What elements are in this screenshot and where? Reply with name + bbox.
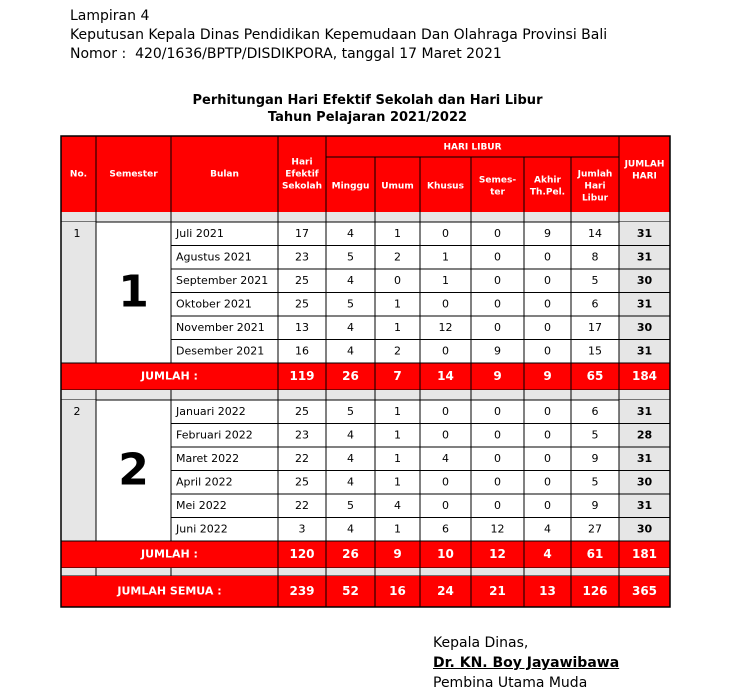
header-jumlah-libur: Jumlah [577,169,613,180]
day-count-value: 9 [591,498,599,512]
month-label: April 2022 [176,475,233,489]
day-count-value: 14 [588,226,602,240]
semester-total-value: 184 [631,369,658,383]
month-label: Oktober 2021 [176,297,252,311]
day-count-value: 1 [394,451,401,465]
semester-number: 1 [73,227,81,240]
day-count-value: 0 [494,428,501,442]
day-count-value: 1 [394,297,401,311]
header-jumlah-libur: Libur [581,193,609,204]
day-count-value: 8 [591,250,599,264]
day-count-value: 0 [544,320,551,334]
day-count-value: 1 [442,250,449,264]
month-label: Mei 2022 [176,498,227,512]
day-count-value: 9 [544,226,551,240]
header-jumlah-hari: HARI [632,171,657,182]
day-count-value: 22 [295,498,309,512]
header-jumlah-libur: Hari [584,181,606,192]
day-count-value: 0 [544,297,551,311]
day-count-value: 15 [588,344,602,358]
semester-total-value: 9 [493,369,502,383]
semester-digit: 2 [118,444,149,496]
day-count-value: 5 [591,475,599,489]
day-count-value: 25 [295,475,309,489]
month-label: Februari 2022 [176,428,253,442]
day-count-value: 22 [295,451,309,465]
semester-total-value: 65 [586,369,604,383]
day-count-value: 5 [591,428,599,442]
signatory-position: Kepala Dinas, [433,635,529,651]
month-label: September 2021 [176,273,269,287]
day-count-value: 5 [347,404,354,418]
days-total-value: 30 [636,522,653,536]
day-count-value: 0 [494,451,501,465]
header-akhir-tahun: Th.Pel. [529,187,566,198]
month-label: Juni 2022 [176,522,228,536]
signatory-rank: Pembina Utama Muda [433,675,588,691]
days-total-value: 31 [636,404,653,418]
days-total-value: 31 [636,451,653,465]
days-total-value: 28 [636,428,653,442]
day-count-value: 4 [347,451,354,465]
header-bulan: Bulan [210,169,239,180]
day-count-value: 1 [394,404,401,418]
header-umum: Umum [381,181,414,192]
day-count-value: 4 [394,498,401,512]
day-count-value: 1 [394,475,401,489]
semester-total-value: 10 [437,547,454,561]
grand-total-value: 16 [389,584,406,598]
day-count-value: 2 [394,344,401,358]
days-total-value: 31 [636,297,653,311]
day-count-value: 5 [347,297,354,311]
grand-total-value: 365 [631,584,658,598]
semester-total-value: 7 [393,369,402,383]
day-count-value: 4 [347,226,354,240]
day-count-value: 1 [394,226,401,240]
semester-number: 2 [73,405,81,418]
day-count-value: 25 [295,297,309,311]
day-count-value: 4 [347,344,354,358]
day-count-value: 0 [494,475,501,489]
month-label: Agustus 2021 [176,250,252,264]
semester-total-value: 119 [289,369,315,383]
separator-strip [61,390,670,400]
header-semester: Semester [109,169,158,180]
day-count-value: 25 [295,273,309,287]
day-count-value: 23 [295,428,309,442]
decree-number: Nomor : 420/1636/BPTP/DISDIKPORA, tanggal 17 Maret 2021 [70,46,502,62]
day-count-value: 0 [494,498,501,512]
document-subtitle: Tahun Pelajaran 2021/2022 [267,110,468,125]
header-no: No. [69,169,88,180]
semester-digit: 1 [118,266,149,318]
separator-strip [61,212,670,222]
semester-total-value: 26 [342,547,359,561]
day-count-value: 0 [494,320,501,334]
day-count-value: 0 [442,498,449,512]
day-count-value: 0 [442,297,449,311]
day-count-value: 4 [347,320,354,334]
day-count-value: 4 [347,428,354,442]
day-count-value: 1 [394,522,401,536]
day-count-value: 12 [490,522,505,536]
days-total-value: 30 [636,273,653,287]
grand-total-label: JUMLAH SEMUA : [117,584,222,598]
days-total-value: 31 [636,226,653,240]
semester-total-value: 4 [543,547,552,561]
day-count-value: 0 [394,273,401,287]
grand-total-value: 239 [289,584,315,598]
grand-total-value: 52 [342,584,359,598]
day-count-value: 13 [295,320,309,334]
days-total-value: 30 [636,320,653,334]
day-count-value: 0 [494,297,501,311]
semester-total-value: 26 [342,369,359,383]
days-total-value: 31 [636,250,653,264]
semester-total-value: 181 [631,547,658,561]
semester-total-value: 120 [289,547,315,561]
day-count-value: 6 [591,297,599,311]
month-label: Desember 2021 [176,344,265,358]
day-count-value: 0 [494,250,501,264]
header-khusus: Khusus [427,181,464,192]
day-count-value: 0 [544,451,551,465]
day-count-value: 0 [494,404,501,418]
grand-total-value: 24 [437,584,454,598]
no-column-shade [61,400,96,541]
header-hari-efektif: Hari [291,157,313,168]
semester-total-label: JUMLAH : [141,547,198,561]
grand-total-value: 21 [489,584,506,598]
semester-total-value: 9 [393,547,402,561]
lampiran-label: Lampiran 4 [70,8,150,24]
day-count-value: 5 [347,250,354,264]
grand-total-value: 126 [582,584,608,598]
signatory-name: Dr. KN. Boy Jayawibawa [433,655,620,671]
semester-total-value: 14 [437,369,454,383]
day-count-value: 0 [544,273,551,287]
semester-total-label: JUMLAH : [141,369,198,383]
day-count-value: 4 [347,273,354,287]
day-count-value: 23 [295,250,309,264]
header-jumlah-hari: JUMLAH [624,159,665,170]
day-count-value: 4 [544,522,551,536]
days-total-value: 31 [636,344,653,358]
header-semester-break: ter [490,187,505,198]
month-label: November 2021 [176,320,265,334]
day-count-value: 3 [298,522,306,536]
day-count-value: 0 [442,428,449,442]
header-hari-efektif: Sekolah [281,181,323,192]
document-title: Perhitungan Hari Efektif Sekolah dan Hari Libur [192,93,543,108]
semester-total-value: 9 [543,369,552,383]
day-count-value: 5 [347,498,354,512]
no-column-shade [61,222,96,363]
day-count-value: 2 [394,250,401,264]
month-label: Maret 2022 [176,451,240,465]
day-count-value: 5 [591,273,599,287]
header-hari-libur: HARI LIBUR [443,142,502,153]
days-total-value: 30 [636,475,653,489]
day-count-value: 0 [442,475,449,489]
day-count-value: 0 [494,226,501,240]
day-count-value: 6 [591,404,599,418]
day-count-value: 1 [394,320,401,334]
day-count-value: 0 [494,273,501,287]
day-count-value: 25 [295,404,309,418]
month-label: Januari 2022 [176,404,246,418]
day-count-value: 0 [544,475,551,489]
day-count-value: 0 [442,226,449,240]
day-count-value: 27 [588,522,602,536]
day-count-value: 17 [588,320,602,334]
day-count-value: 9 [591,451,599,465]
month-label: Juli 2021 [176,226,224,240]
header-hari-efektif: Efektif [285,169,319,180]
separator-strip [61,568,670,576]
day-count-value: 6 [442,522,449,536]
day-count-value: 4 [442,451,449,465]
day-count-value: 17 [295,226,309,240]
semester-total-value: 61 [586,547,604,561]
day-count-value: 1 [442,273,449,287]
decree-title: Keputusan Kepala Dinas Pendidikan Kepemudaan Dan Olahraga Provinsi Bali [70,27,608,43]
day-count-value: 0 [442,404,449,418]
day-count-value: 0 [442,344,449,358]
header-minggu: Minggu [331,181,370,192]
header-akhir-tahun: Akhir [534,175,561,186]
day-count-value: 16 [295,344,309,358]
day-count-value: 0 [544,498,551,512]
header-semester-break: Semes- [478,175,517,186]
day-count-value: 12 [438,320,453,334]
day-count-value: 9 [494,344,501,358]
day-count-value: 0 [544,428,551,442]
day-count-value: 4 [347,475,354,489]
grand-total-value: 13 [539,584,556,598]
semester-total-value: 12 [489,547,506,561]
days-total-value: 31 [636,498,653,512]
day-count-value: 4 [347,522,354,536]
day-count-value: 1 [394,428,401,442]
day-count-value: 0 [544,404,551,418]
day-count-value: 0 [544,250,551,264]
day-count-value: 0 [544,344,551,358]
